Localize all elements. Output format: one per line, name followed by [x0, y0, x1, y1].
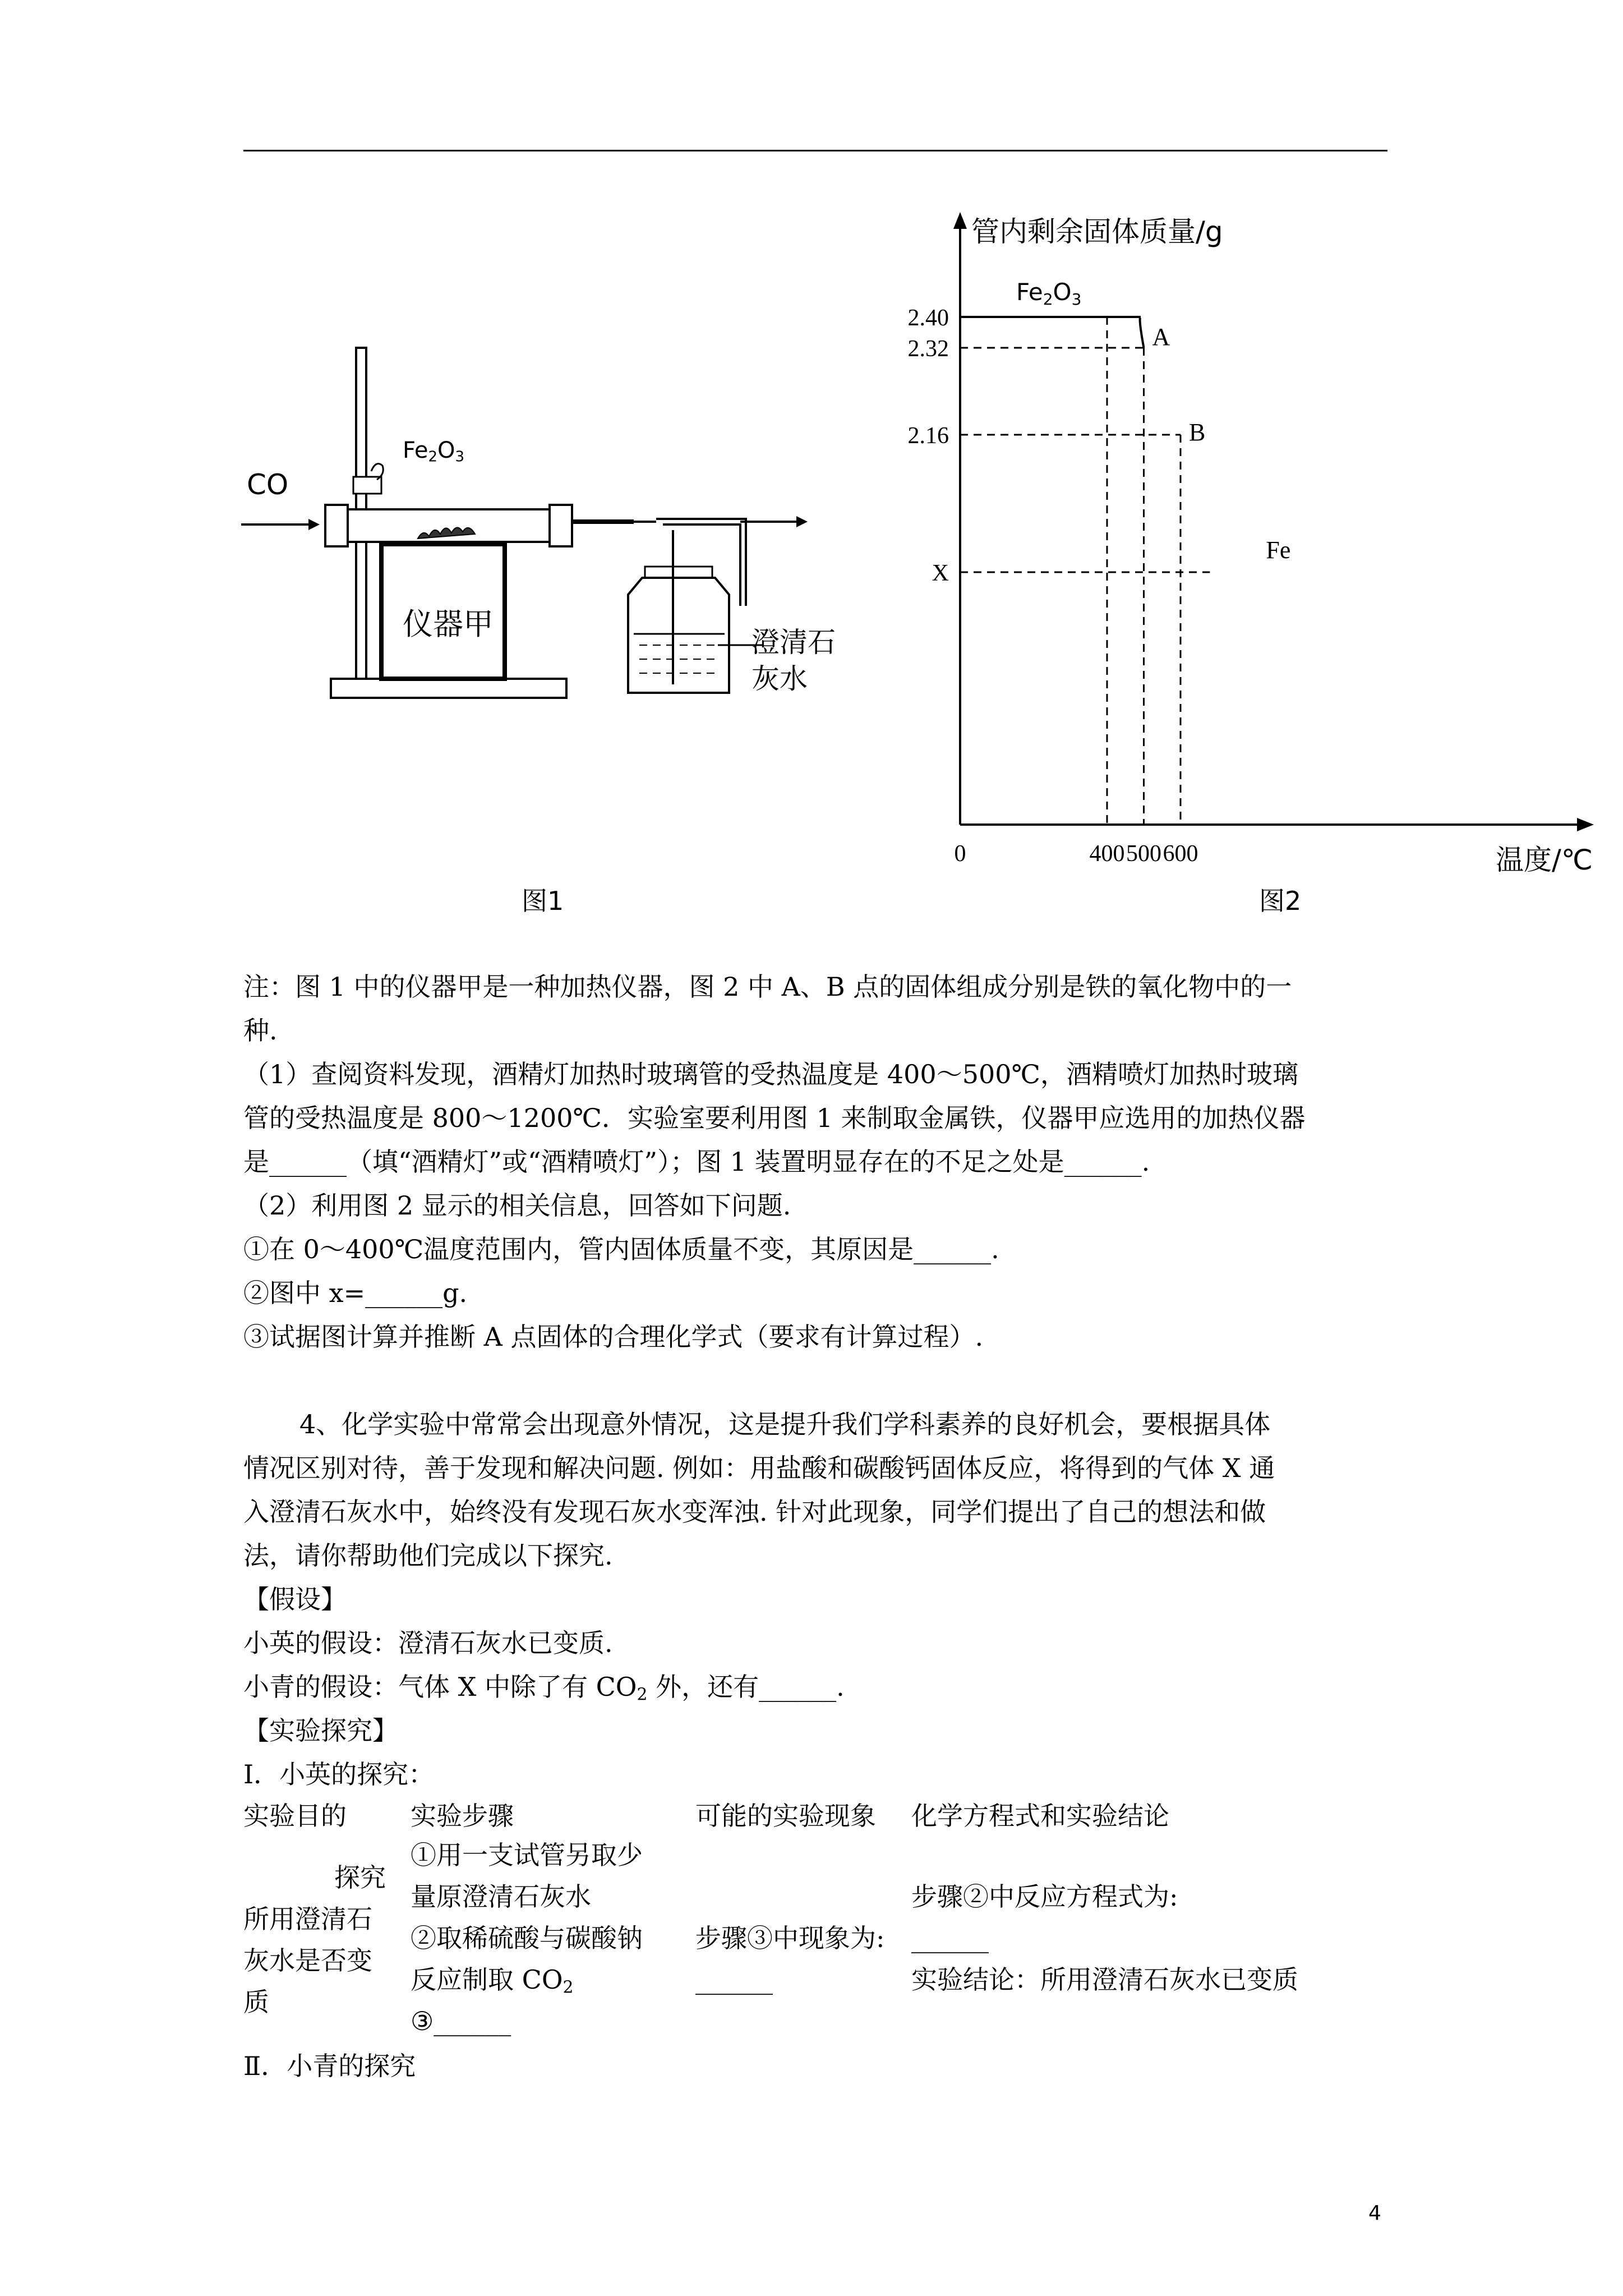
q2-line: （2）利用图 2 显示的相关信息，回答如下问题.	[243, 1190, 791, 1221]
x-tick-label: 400	[1089, 841, 1125, 867]
explore-qing: Ⅱ．小青的探究	[243, 2051, 416, 2081]
y-tick-label: 2.16	[907, 423, 949, 449]
co-label: CO	[247, 468, 289, 501]
y-tick-label: 2.40	[907, 305, 949, 331]
step-1b: 量原澄清石灰水	[411, 1881, 591, 1912]
y-tick-label: 2.32	[907, 336, 949, 362]
y-tick-label: X	[932, 560, 949, 586]
p4-line1: 4、化学实验中常常会出现意外情况，这是提升我们学科素养的良好机会，要根据具体	[299, 1409, 1271, 1439]
purpose-2: 所用澄清石	[243, 1904, 372, 1934]
purpose-3: 灰水是否变	[243, 1945, 372, 1976]
point-label-fe2o3: Fe2O3	[1016, 278, 1082, 309]
step-1a: ①用一支试管另取少	[411, 1840, 643, 1870]
q2-a: ①在 0～400℃温度范围内，管内固体质量不变，其原因是______.	[243, 1234, 999, 1264]
conclusion-3: 实验结论：所用澄清石灰水已变质	[911, 1964, 1298, 1995]
conclusion-2: ______	[911, 1923, 989, 1953]
limewater-label-2: 灰水	[751, 662, 808, 695]
x-tick-label: 0	[954, 841, 966, 867]
figure2-caption: 图2	[1259, 886, 1302, 916]
purpose-4: 质	[243, 1987, 269, 2017]
phenomenon-1: 步骤③中现象为:	[695, 1923, 885, 1953]
note-line2: 种.	[243, 1015, 278, 1046]
figure1-caption: 图1	[522, 886, 564, 916]
point-label-b: B	[1189, 418, 1206, 446]
limewater-label-1: 澄清石	[751, 626, 836, 659]
explore-heading: 【实验探究】	[243, 1715, 398, 1746]
point-label-a: A	[1152, 323, 1170, 351]
p4-line2: 情况区别对待，善于发现和解决问题. 例如：用盐酸和碳酸钙固体反应，将得到的气体 X 通	[243, 1453, 1275, 1483]
table-header-purpose: 实验目的	[243, 1801, 347, 1831]
explore-ying: Ⅰ．小英的探究：	[243, 1759, 435, 1789]
hypothesis-heading: 【假设】	[243, 1584, 347, 1614]
fe2o3-label-fig1: $Fe_2O_3$	[403, 438, 465, 466]
q2-c: ③试据图计算并推断 A 点固体的合理化学式（要求有计算过程）.	[243, 1322, 984, 1352]
step-2b: 反应制取 $CO_2$	[411, 1964, 574, 1998]
x-axis-arrow	[1577, 818, 1594, 831]
point-label-fe: Fe	[1266, 536, 1291, 564]
step-2a: ②取稀硫酸与碳酸钠	[411, 1923, 643, 1953]
page-number: 4	[1368, 2202, 1381, 2225]
y-axis-label: 管内剩余固体质量/g	[971, 215, 1223, 248]
q1-line1: （1）查阅资料发现，酒精灯加热时玻璃管的受热温度是 400～500℃，酒精喷灯加热时玻璃	[243, 1059, 1298, 1089]
hypothesis-ying: 小英的假设：澄清石灰水已变质.	[243, 1628, 613, 1658]
purpose-1: 探究	[334, 1862, 386, 1893]
q1-line3: 是______（填“酒精灯”或“酒精喷灯”）；图 1 装置明显存在的不足之处是______.	[243, 1147, 1150, 1177]
q1-line2: 管的受热温度是 800～1200℃．实验室要利用图 1 来制取金属铁，仪器甲应选用的加热仪器	[243, 1103, 1306, 1133]
table-header-phenomenon: 可能的实验现象	[695, 1801, 876, 1831]
phenomenon-2: ______	[695, 1964, 773, 1995]
device-label: 仪器甲	[403, 606, 494, 642]
y-axis-arrow	[953, 212, 967, 229]
x-tick-label: 500	[1126, 841, 1161, 867]
p4-line4: 法，请你帮助他们完成以下探究.	[243, 1540, 613, 1571]
q2-b: ②图中 x=______g.	[243, 1278, 468, 1308]
conclusion-1: 步骤②中反应方程式为:	[911, 1881, 1178, 1912]
table-header-conclusion: 化学方程式和实验结论	[911, 1801, 1169, 1831]
p4-line3: 入澄清石灰水中，始终没有发现石灰水变浑浊. 针对此现象，同学们提出了自己的想法和做	[243, 1497, 1266, 1527]
table-header-steps: 实验步骤	[411, 1801, 514, 1831]
hypothesis-qing: 小青的假设：气体 X 中除了有 $CO_2$ 外，还有______.	[243, 1672, 845, 1705]
header-rule	[243, 150, 1387, 151]
x-axis-label: 温度/℃	[1496, 844, 1593, 875]
note-line1: 注：图 1 中的仪器甲是一种加热仪器，图 2 中 A、B 点的固体组成分别是铁的氧化物中的一	[243, 972, 1292, 1002]
step-3: ③______	[411, 2006, 511, 2036]
data-line	[960, 317, 1144, 348]
figure2-chart	[869, 202, 1615, 875]
x-tick-label: 600	[1163, 841, 1198, 867]
